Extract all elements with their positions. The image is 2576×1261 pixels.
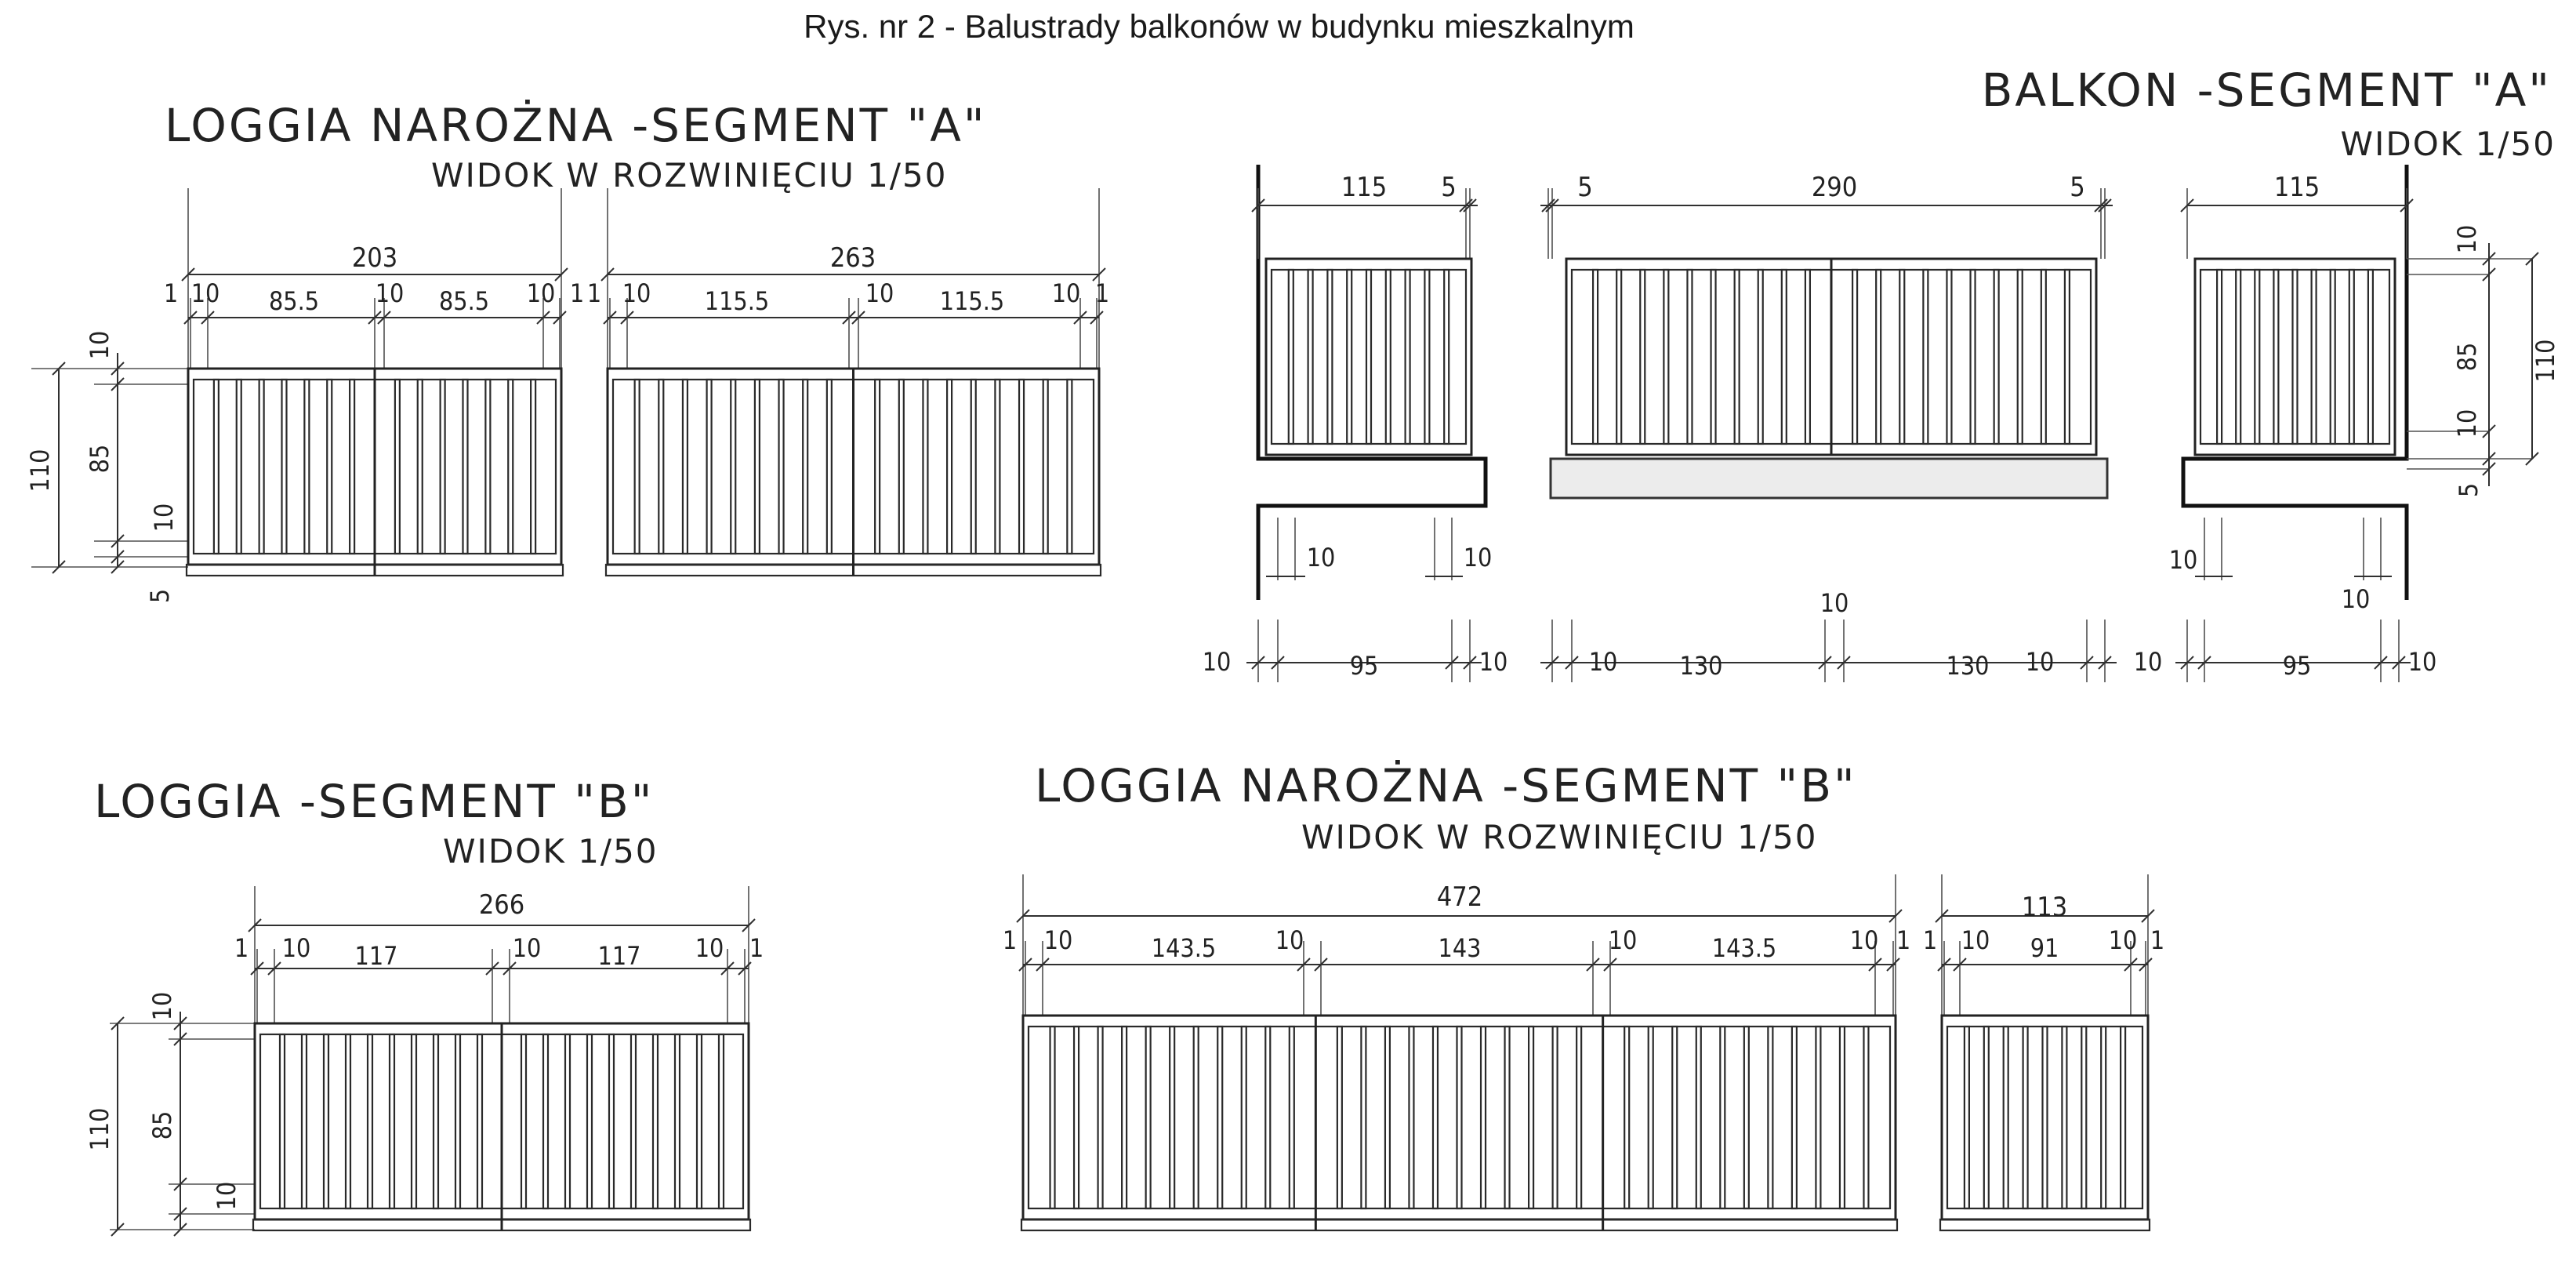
dim-label: 10 — [212, 1181, 241, 1211]
baluster — [1965, 1027, 1969, 1208]
baluster — [827, 380, 832, 554]
baluster — [1194, 1027, 1199, 1208]
dim-label: 1 — [163, 278, 179, 308]
baluster — [995, 380, 1000, 554]
baluster — [1098, 1027, 1103, 1208]
dim-label: 10 — [526, 278, 556, 308]
dim-label: 10 — [1043, 925, 1073, 955]
dim-label: 10 — [375, 278, 405, 308]
dim-label: 115.5 — [939, 286, 1005, 316]
baluster — [2023, 1027, 2028, 1208]
baluster — [1899, 270, 1904, 444]
dim-label: 1 — [1922, 925, 1938, 955]
baluster — [2293, 270, 2298, 444]
panel-loggia-b — [85, 775, 764, 1236]
baluster — [1720, 1027, 1725, 1208]
panel-balkon-a — [1203, 64, 2560, 682]
dim-label: 1 — [2150, 925, 2165, 955]
baluster — [2349, 270, 2354, 444]
dim-label: 117 — [354, 941, 398, 971]
dim-label: 10 — [147, 991, 177, 1021]
balustrade-frame — [1566, 259, 2096, 455]
baluster — [2043, 1027, 2048, 1208]
baluster — [350, 380, 354, 554]
balustrade-frame — [1940, 1016, 2150, 1230]
dim-label: 10 — [2407, 647, 2437, 677]
baluster — [441, 380, 445, 554]
railing-outer-frame — [1942, 1016, 2148, 1219]
baluster — [1386, 270, 1391, 444]
baluster — [923, 380, 927, 554]
baluster — [280, 1034, 285, 1208]
baluster — [237, 380, 241, 554]
baluster — [1768, 1027, 1772, 1208]
baluster — [719, 1034, 724, 1208]
baluster — [259, 380, 264, 554]
baluster — [1217, 1027, 1222, 1208]
baluster — [1735, 270, 1740, 444]
baluster — [1146, 1027, 1151, 1208]
baluster — [875, 380, 880, 554]
baluster — [1576, 1027, 1581, 1208]
baluster — [675, 1034, 680, 1208]
baluster — [1457, 1027, 1462, 1208]
dim-label: 10 — [2025, 647, 2055, 677]
dim-label: 10 — [2341, 584, 2371, 614]
baluster — [2368, 270, 2373, 444]
baluster — [631, 1034, 636, 1208]
baluster — [543, 1034, 548, 1208]
baluster — [1019, 380, 1024, 554]
dim-label: 85.5 — [268, 286, 320, 316]
panel-title: LOGGIA NAROŻNA -SEGMENT "B" — [1035, 759, 1857, 812]
railing-inner-frame — [1029, 1027, 1890, 1208]
panel-loggia-narozna-b — [1003, 759, 2164, 1230]
baluster — [455, 1034, 460, 1208]
dim-label: 130 — [1679, 651, 1723, 681]
railing-inner-frame — [1947, 1027, 2142, 1208]
baluster — [1923, 270, 1928, 444]
balcony-slab — [1551, 459, 2107, 498]
baluster — [2081, 1027, 2086, 1208]
baluster — [214, 380, 219, 554]
dim-label: 1 — [586, 278, 602, 308]
dim-label: 10 — [2168, 545, 2198, 575]
baluster — [2217, 270, 2222, 444]
baluster — [1424, 270, 1429, 444]
baluster — [1289, 270, 1293, 444]
dim-label: 10 — [1478, 647, 1508, 677]
dim-label: 110 — [2531, 339, 2560, 383]
panel-subtitle: WIDOK W ROZWINIĘCIU 1/50 — [431, 156, 948, 194]
baluster — [971, 380, 976, 554]
dim-label: 115 — [1341, 172, 1388, 203]
baluster — [1876, 270, 1881, 444]
baluster — [2101, 1027, 2106, 1208]
baluster — [2331, 270, 2335, 444]
dim-label: 203 — [351, 242, 398, 274]
figure-caption: Rys. nr 2 - Balustrady balkonów w budynku mieszkalnym — [804, 8, 1634, 45]
baluster — [653, 1034, 658, 1208]
baluster — [1994, 270, 1999, 444]
balustrade-frame — [606, 369, 1101, 576]
railing-base-plate — [1940, 1219, 2150, 1230]
balustrade-frame — [2195, 259, 2395, 455]
baluster — [1265, 1027, 1270, 1208]
dim-label: 266 — [478, 889, 525, 921]
dim-label: 10 — [512, 933, 542, 963]
panel-subtitle: WIDOK 1/50 — [2340, 125, 2556, 163]
baluster — [1170, 1027, 1174, 1208]
dim-label: 10 — [1202, 647, 1232, 677]
dim-label: 10 — [1306, 543, 1336, 572]
baluster — [1337, 1027, 1342, 1208]
dim-label: 10 — [1463, 543, 1493, 572]
dim-label: 143.5 — [1711, 933, 1777, 963]
dim-label: 1 — [1896, 925, 1911, 955]
dim-label: 10 — [281, 933, 311, 963]
baluster — [779, 380, 784, 554]
baluster — [2236, 270, 2240, 444]
dim-label: 85 — [85, 444, 114, 474]
dim-label: 5 — [2070, 172, 2085, 203]
dim-label: 115 — [2273, 172, 2320, 203]
railing-outer-frame — [1266, 259, 1471, 455]
baluster — [521, 1034, 526, 1208]
baluster — [1444, 270, 1449, 444]
panel-title: LOGGIA NAROŻNA -SEGMENT "A" — [165, 99, 987, 152]
panel-title: BALKON -SEGMENT "A" — [1981, 64, 2552, 117]
dim-label: 10 — [1849, 925, 1879, 955]
baluster — [1649, 1027, 1653, 1208]
dim-label: 110 — [85, 1107, 114, 1151]
baluster — [1366, 270, 1371, 444]
dim-label: 95 — [1349, 651, 1379, 681]
baluster — [1782, 270, 1787, 444]
baluster — [683, 380, 688, 554]
baluster — [1971, 270, 1976, 444]
dim-label: 10 — [2452, 224, 2482, 254]
baluster — [635, 380, 640, 554]
railing-inner-frame — [2200, 270, 2389, 444]
dim-label: 113 — [2021, 892, 2068, 923]
baluster — [2065, 270, 2070, 444]
dim-label: 85.5 — [438, 286, 490, 316]
baluster — [1050, 1027, 1055, 1208]
dim-label: 1 — [1002, 925, 1018, 955]
railing-base-plate — [1021, 1219, 1897, 1230]
baluster — [531, 380, 535, 554]
balustrade-frame — [253, 1023, 750, 1230]
dim-label: 1 — [234, 933, 249, 963]
baluster — [1385, 1027, 1390, 1208]
panel-loggia-narozna-a — [25, 99, 1109, 603]
baluster — [1947, 270, 1951, 444]
baluster — [302, 1034, 307, 1208]
baluster — [477, 1034, 482, 1208]
baluster — [1409, 1027, 1413, 1208]
baluster — [2041, 270, 2046, 444]
baluster — [282, 380, 287, 554]
baluster — [304, 380, 309, 554]
dim-label: 91 — [2030, 933, 2059, 963]
baluster — [1122, 1027, 1127, 1208]
dim-label: 10 — [1820, 588, 1849, 618]
dim-label: 1 — [1094, 278, 1110, 308]
dim-label: 130 — [1946, 651, 1990, 681]
baluster — [463, 380, 468, 554]
balustrade-frame — [1266, 259, 1471, 455]
baluster — [659, 380, 663, 554]
baluster — [1744, 1027, 1749, 1208]
baluster — [1361, 1027, 1366, 1208]
baluster — [1984, 1027, 1989, 1208]
baluster — [1863, 1027, 1868, 1208]
balustrade-frame — [1021, 1016, 1897, 1230]
dim-label: 10 — [1608, 925, 1638, 955]
baluster — [346, 1034, 350, 1208]
baluster — [368, 1034, 372, 1208]
dim-label: 10 — [85, 330, 114, 360]
baluster — [1805, 270, 1810, 444]
dim-label: 1 — [569, 278, 585, 308]
dim-label: 5 — [145, 588, 175, 604]
baluster — [731, 380, 735, 554]
baluster — [418, 380, 423, 554]
dim-label: 10 — [2108, 925, 2138, 955]
dim-label: 143.5 — [1151, 933, 1217, 963]
baluster — [1664, 270, 1668, 444]
dim-label: 10 — [1588, 647, 1618, 677]
baluster — [1792, 1027, 1797, 1208]
dim-label: 85 — [2452, 342, 2482, 372]
panel-subtitle: WIDOK 1/50 — [443, 832, 659, 870]
dim-label: 85 — [147, 1110, 177, 1140]
baluster — [1624, 1027, 1629, 1208]
dim-label: 10 — [622, 278, 651, 308]
dim-label: 472 — [1436, 881, 1483, 913]
balustrade-frame — [187, 369, 563, 576]
baluster — [327, 380, 332, 554]
baluster — [1640, 270, 1645, 444]
baluster — [2018, 270, 2023, 444]
baluster — [1529, 1027, 1533, 1208]
baluster — [390, 1034, 394, 1208]
baluster — [1327, 270, 1332, 444]
baluster — [485, 380, 490, 554]
baluster — [697, 1034, 702, 1208]
dim-label: 5 — [2454, 482, 2483, 498]
panel-title: LOGGIA -SEGMENT "B" — [94, 775, 655, 828]
baluster — [1593, 270, 1598, 444]
baluster — [1696, 1027, 1701, 1208]
baluster — [1711, 270, 1716, 444]
baluster — [1308, 270, 1313, 444]
baluster — [1067, 380, 1072, 554]
baluster — [412, 1034, 416, 1208]
dim-label: 95 — [2282, 651, 2312, 681]
dim-label: 10 — [1961, 925, 1990, 955]
baluster — [1074, 1027, 1079, 1208]
baluster — [2121, 1027, 2125, 1208]
dim-label: 10 — [190, 278, 220, 308]
baluster — [1553, 1027, 1558, 1208]
baluster — [803, 380, 807, 554]
panel-subtitle: WIDOK W ROZWINIĘCIU 1/50 — [1301, 818, 1818, 856]
baluster — [2273, 270, 2278, 444]
dim-label: 10 — [149, 503, 179, 532]
baluster — [1687, 270, 1692, 444]
baluster — [2312, 270, 2317, 444]
dim-label: 10 — [1275, 925, 1304, 955]
baluster — [587, 1034, 592, 1208]
baluster — [609, 1034, 614, 1208]
baluster — [2255, 270, 2259, 444]
baluster — [395, 380, 400, 554]
baluster — [947, 380, 952, 554]
dim-label: 5 — [1441, 172, 1457, 203]
baluster — [434, 1034, 438, 1208]
dim-label: 1 — [749, 933, 764, 963]
baluster — [324, 1034, 328, 1208]
baluster — [1616, 270, 1621, 444]
baluster — [2004, 1027, 2008, 1208]
baluster — [1852, 270, 1857, 444]
baluster — [2062, 1027, 2066, 1208]
baluster — [1758, 270, 1763, 444]
baluster — [1290, 1027, 1294, 1208]
baluster — [1242, 1027, 1246, 1208]
baluster — [1505, 1027, 1510, 1208]
railing-inner-frame — [1272, 270, 1466, 444]
dim-label: 10 — [2452, 409, 2482, 438]
railing-outer-frame — [1023, 1016, 1896, 1219]
railing-outer-frame — [2195, 259, 2395, 455]
dim-label: 117 — [597, 941, 641, 971]
dim-label: 10 — [695, 933, 724, 963]
baluster — [1481, 1027, 1486, 1208]
baluster — [1433, 1027, 1438, 1208]
baluster — [1043, 380, 1048, 554]
dim-label: 10 — [865, 278, 894, 308]
baluster — [565, 1034, 570, 1208]
baluster — [1672, 1027, 1677, 1208]
baluster — [1816, 1027, 1820, 1208]
baluster — [508, 380, 513, 554]
dim-label: 115.5 — [704, 286, 770, 316]
dim-label: 5 — [1577, 172, 1593, 203]
dim-label: 143 — [1438, 933, 1482, 963]
baluster — [1406, 270, 1410, 444]
baluster — [1347, 270, 1351, 444]
dim-label: 290 — [1811, 172, 1858, 203]
dim-label: 10 — [2133, 647, 2163, 677]
baluster — [1840, 1027, 1845, 1208]
baluster — [899, 380, 904, 554]
dim-label: 10 — [1051, 278, 1081, 308]
dim-label: 110 — [25, 449, 55, 492]
baluster — [707, 380, 712, 554]
dim-label: 263 — [829, 242, 876, 274]
baluster — [755, 380, 760, 554]
